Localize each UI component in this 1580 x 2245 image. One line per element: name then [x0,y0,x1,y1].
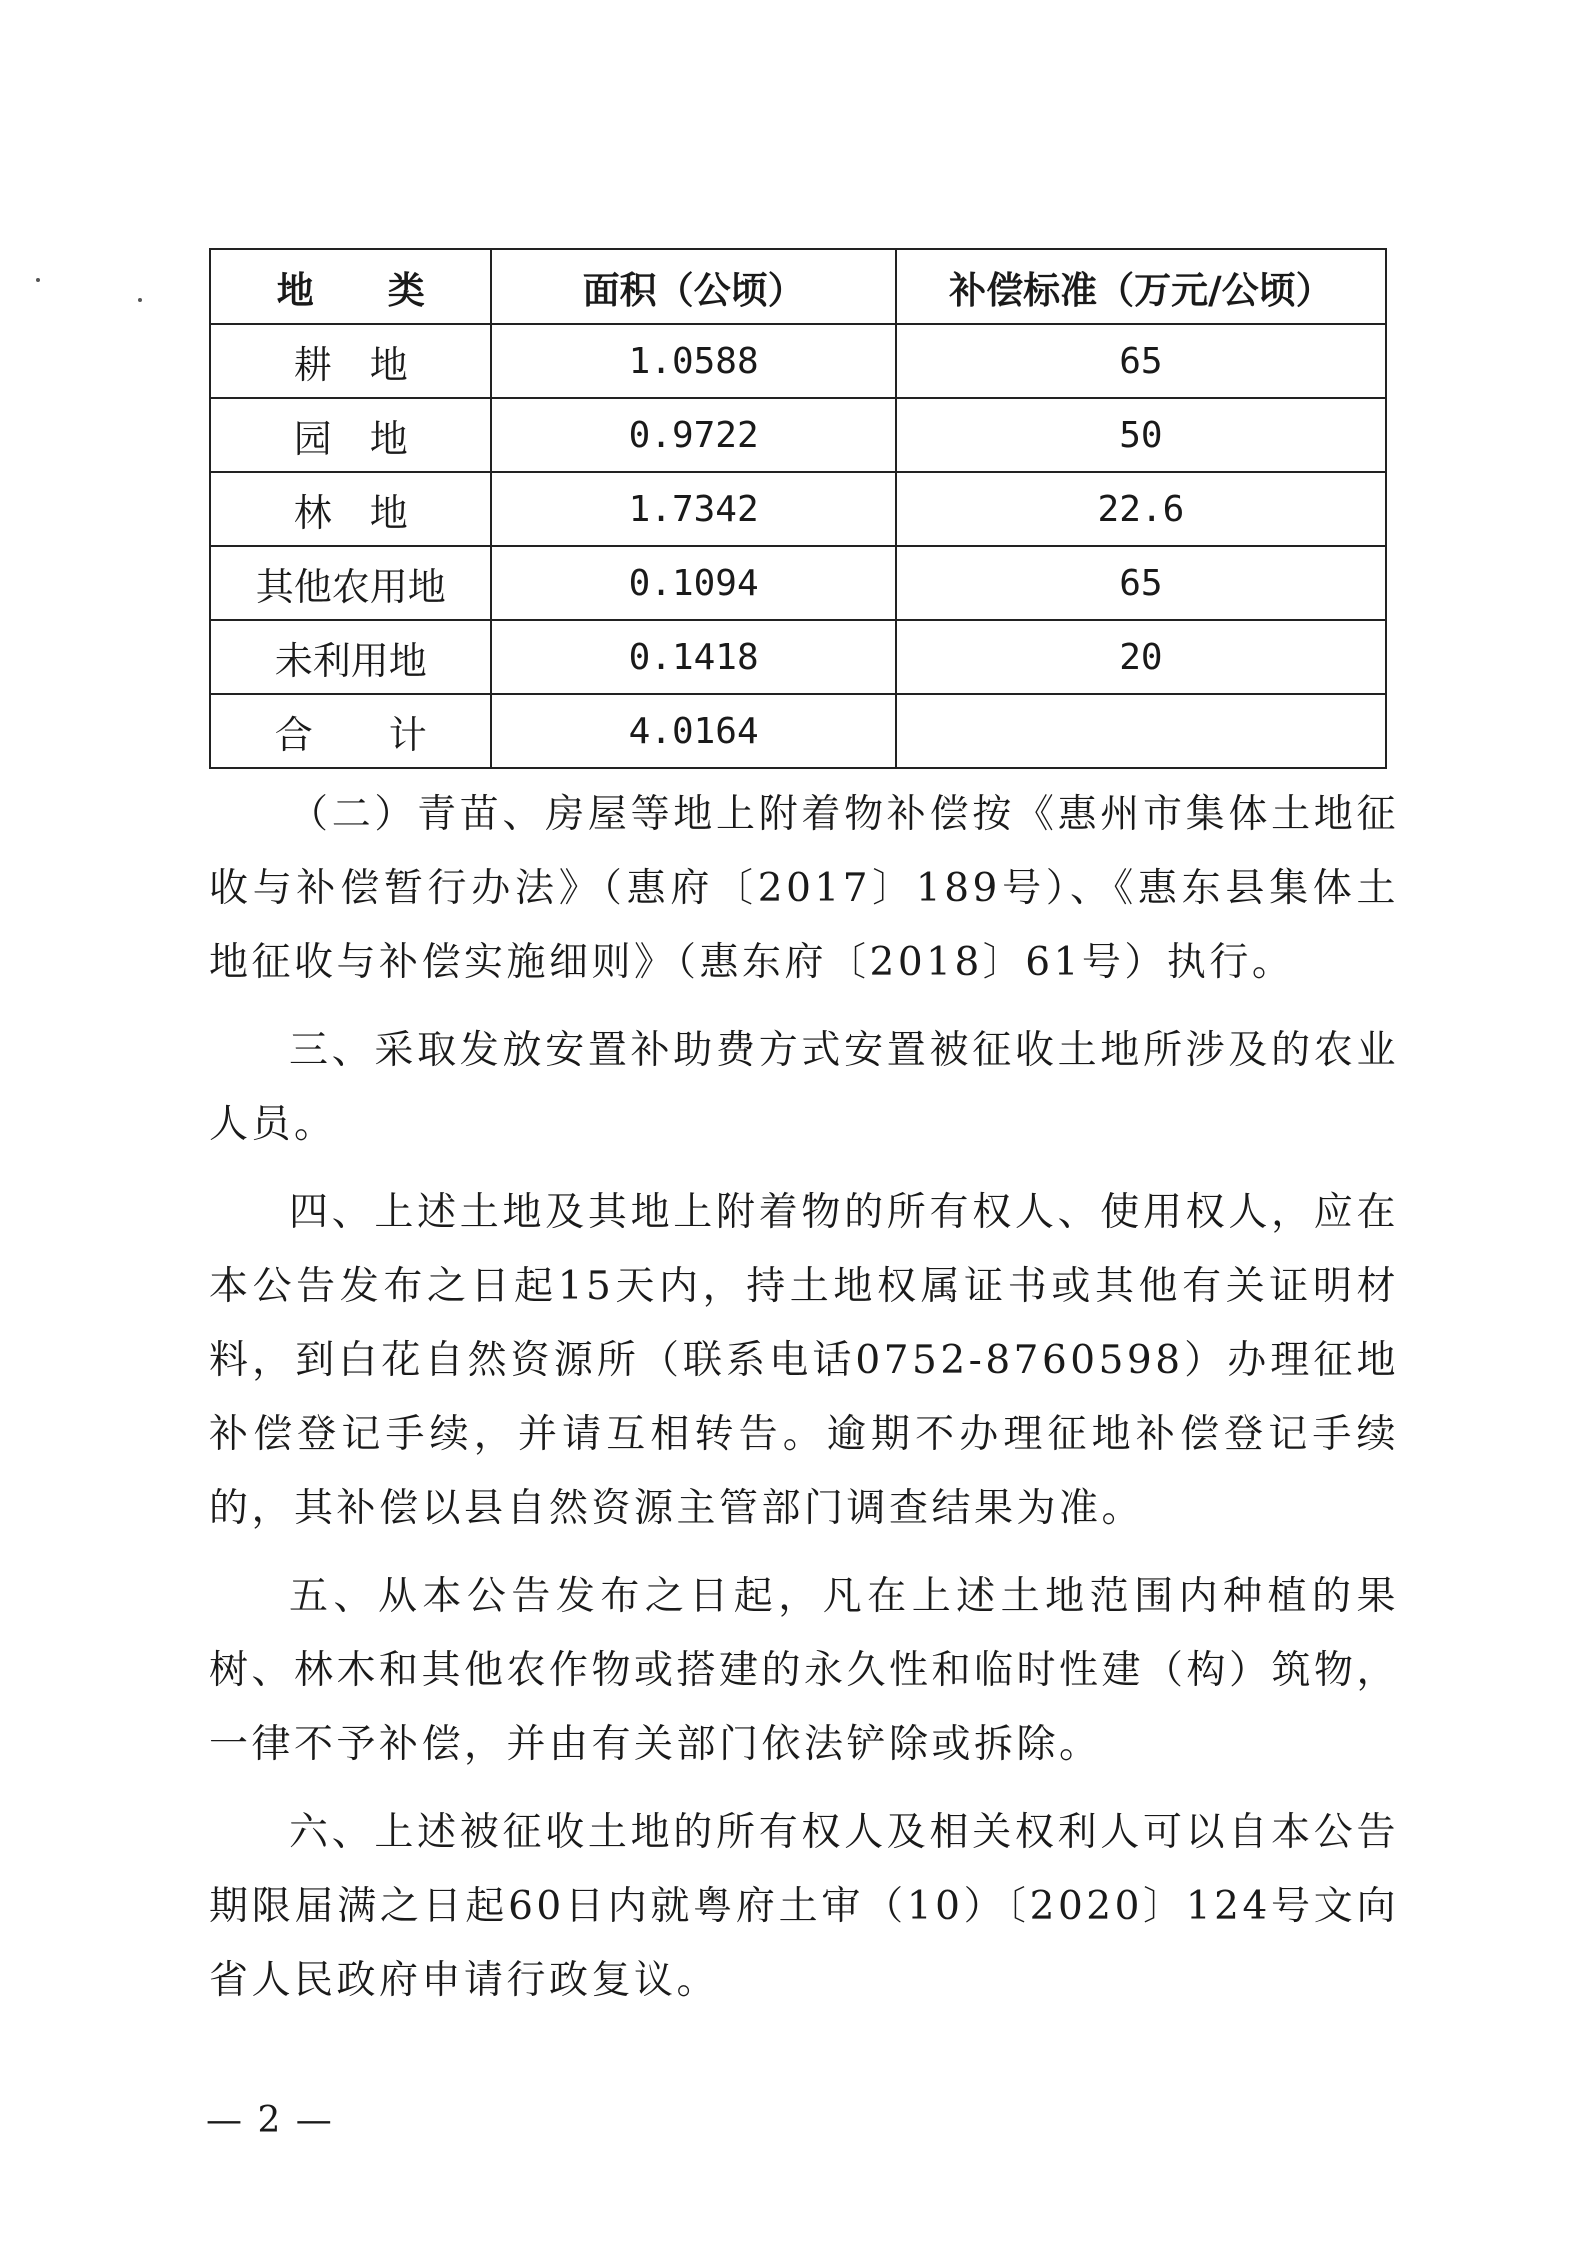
header-area: 面积（公顷） [491,249,895,324]
header-land-type: 地 类 [210,249,491,324]
cell-standard: 20 [896,620,1386,694]
cell-area: 1.0588 [491,324,895,398]
notice-body [209,778,1399,2032]
table-row [210,620,1386,694]
cell-total-area: 4.0164 [491,694,895,768]
land-compensation-table [209,248,1387,769]
paragraph-registration: 四、上述土地及其地上附着物的所有权人、使用权人，应在本公告发布之日起15天内，持土地权属证书或其他有关证明材料，到白花自然资源所（联系电话0752-8760598）办理征地补偿登记手续，并请互相转告。逾期不办理征地补偿登记手续的，其补偿以县自然资源主管部门调查结果为准。 [209,1190,1399,1531]
cell-land-type: 林 地 [210,472,491,546]
header-standard: 补偿标准（万元/公顷） [896,249,1386,324]
cell-standard: 65 [896,324,1386,398]
table-total-row [210,694,1386,768]
paragraph-resettlement: 三、采取发放安置补助费方式安置被征收土地所涉及的农业人员。 [209,1028,1399,1147]
cell-total-label: 合 计 [210,694,491,768]
page-number: — 2 — [206,2100,334,2141]
cell-land-type: 耕 地 [210,324,491,398]
cell-standard: 22.6 [896,472,1386,546]
cell-standard: 65 [896,546,1386,620]
table-row [210,546,1386,620]
paragraph-no-compensation: 五、从本公告发布之日起，凡在上述土地范围内种植的果树、林木和其他农作物或搭建的永久性和临时性建（构）筑物，一律不予补偿，并由有关部门依法铲除或拆除。 [209,1574,1400,1767]
paragraph-attachment-compensation: （二）青苗、房屋等地上附着物补偿按《惠州市集体土地征收与补偿暂行办法》（惠府〔2017〕189号）、《惠东县集体土地征收与补偿实施细则》（惠东府〔2018〕61号）执行。 [209,792,1399,985]
cell-land-type: 未利用地 [210,620,491,694]
cell-land-type: 其他农用地 [210,546,491,620]
table-row [210,472,1386,546]
cell-area: 0.9722 [491,398,895,472]
scan-speck [36,278,40,282]
cell-area: 0.1094 [491,546,895,620]
cell-land-type: 园 地 [210,398,491,472]
table-row [210,398,1386,472]
table-header-row [210,249,1386,324]
cell-area: 0.1418 [491,620,895,694]
cell-standard: 50 [896,398,1386,472]
scan-speck [138,298,142,302]
cell-total-standard [896,694,1386,768]
table-row [210,324,1386,398]
paragraph-administrative-review: 六、上述被征收土地的所有权人及相关权利人可以自本公告期限届满之日起60日内就粤府土审（10）〔2020〕124号文向省人民政府申请行政复议。 [209,1810,1399,2003]
cell-area: 1.7342 [491,472,895,546]
